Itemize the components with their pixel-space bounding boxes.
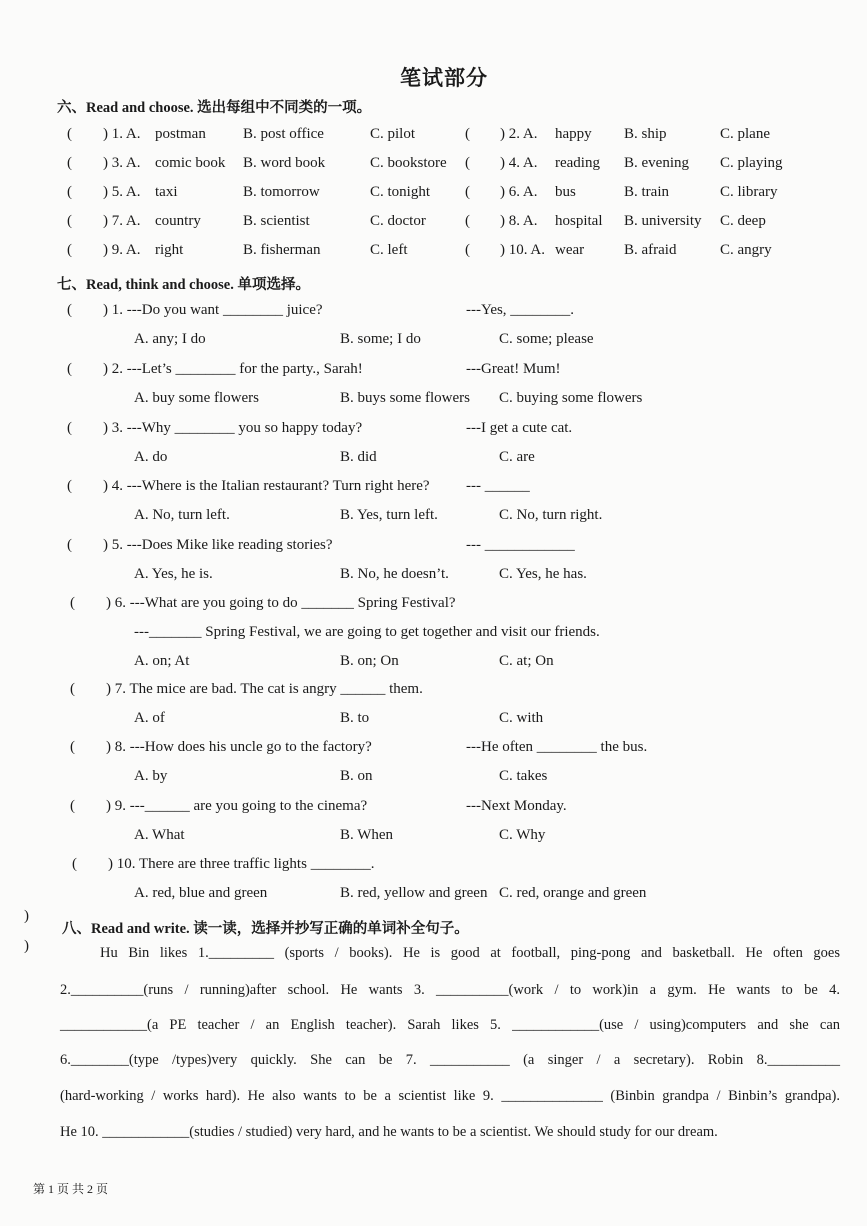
option-a: A. buy some flowers bbox=[134, 390, 259, 406]
option-c: C. takes bbox=[499, 768, 548, 784]
option-c: C. tonight bbox=[370, 184, 431, 200]
option-b: B. to bbox=[340, 710, 370, 726]
option-b: B. red, yellow and green bbox=[340, 885, 488, 901]
option-a: A. Yes, he is. bbox=[134, 566, 213, 582]
option-a: A. by bbox=[134, 768, 168, 784]
option-a: country bbox=[155, 213, 201, 229]
option-b: B. did bbox=[340, 449, 377, 465]
question-response: ---Yes, ________. bbox=[466, 302, 575, 318]
answer-bracket: ( bbox=[465, 155, 470, 171]
option-c: C. red, orange and green bbox=[499, 885, 647, 901]
question-stem: ) 8. ---How does his uncle go to the factory? bbox=[106, 739, 372, 755]
option-b: B. buys some flowers bbox=[340, 390, 470, 406]
answer-bracket: ( bbox=[70, 739, 75, 755]
option-a: A. do bbox=[134, 449, 168, 465]
option-b: B. train bbox=[624, 184, 669, 200]
option-b: B. fisherman bbox=[243, 242, 321, 258]
question-response: ---He often ________ the bus. bbox=[466, 739, 648, 755]
option-c: C. pilot bbox=[370, 126, 416, 142]
question-response: ---Next Monday. bbox=[466, 798, 567, 814]
option-b: B. some; I do bbox=[340, 331, 421, 347]
answer-bracket: ( bbox=[72, 856, 77, 872]
question-number: ) 7. A. bbox=[103, 213, 141, 229]
passage-line: 6.________(type /types)very quickly. She can be 7. ___________ (a singer / a secretary). Robin 8.__________ bbox=[60, 1052, 840, 1068]
question-stem: ) 1. ---Do you want ________ juice? bbox=[103, 302, 323, 318]
option-c: C. are bbox=[499, 449, 535, 465]
question-number: ) 2. A. bbox=[500, 126, 538, 142]
option-c: C. angry bbox=[720, 242, 772, 258]
question-number: ) 9. A. bbox=[103, 242, 141, 258]
passage-line: Hu Bin likes 1._________ (sports / books). He is good at football, ping-pong and basketball. He often goes bbox=[100, 945, 840, 961]
option-c: C. with bbox=[499, 710, 544, 726]
option-b: B. on; On bbox=[340, 653, 399, 669]
option-b: B. on bbox=[340, 768, 373, 784]
option-b: B. When bbox=[340, 827, 394, 843]
question-stem: ) 6. ---What are you going to do _______ Spring Festival? bbox=[106, 595, 456, 611]
question-number: ) 10. A. bbox=[500, 242, 545, 258]
option-c: C. deep bbox=[720, 213, 766, 229]
option-c: C. bookstore bbox=[370, 155, 447, 171]
option-a: hospital bbox=[555, 213, 603, 229]
answer-bracket: ( bbox=[465, 242, 470, 258]
option-a: reading bbox=[555, 155, 600, 171]
option-b: B. afraid bbox=[624, 242, 677, 258]
question-stem: ) 9. ---______ are you going to the cinema? bbox=[106, 798, 368, 814]
passage-line: 2.__________(runs / running)after school. He wants 3. __________(work / to work)in a gym. He wants to be 4. bbox=[60, 982, 840, 998]
option-a: postman bbox=[155, 126, 206, 142]
option-b: B. No, he doesn’t. bbox=[340, 566, 449, 582]
option-b: B. tomorrow bbox=[243, 184, 320, 200]
option-b: B. word book bbox=[243, 155, 326, 171]
answer-bracket: ( bbox=[70, 798, 75, 814]
answer-bracket: ( bbox=[67, 420, 72, 436]
option-b: B. scientist bbox=[243, 213, 310, 229]
option-c: C. doctor bbox=[370, 213, 426, 229]
question-number: ) 4. A. bbox=[500, 155, 538, 171]
answer-bracket: ( bbox=[70, 681, 75, 697]
option-c: C. playing bbox=[720, 155, 783, 171]
option-a: wear bbox=[555, 242, 585, 258]
option-c: C. No, turn right. bbox=[499, 507, 603, 523]
question-response: --- ______ bbox=[466, 478, 530, 494]
answer-bracket: ( bbox=[67, 302, 72, 318]
passage-line: (hard-working / works hard). He also wants to be a scientist like 9. ______________ (Binbin grandpa / Binbin’s grandpa). bbox=[60, 1088, 840, 1104]
answer-bracket: ( bbox=[70, 595, 75, 611]
question-number: ) 6. A. bbox=[500, 184, 538, 200]
option-a: A. What bbox=[134, 827, 185, 843]
passage-line: ____________(a PE teacher / an English teacher). Sarah likes 5. ____________(use / using)computers and she can bbox=[60, 1017, 840, 1033]
question-number: ) 8. A. bbox=[500, 213, 538, 229]
section-eight-heading: 八、Read and write. 读一读，选择并抄写正确的单词补全句子。 bbox=[62, 921, 469, 937]
answer-bracket: ( bbox=[67, 155, 72, 171]
option-b: B. ship bbox=[624, 126, 667, 142]
question-number: ) 5. A. bbox=[103, 184, 141, 200]
section-seven-heading: 七、Read, think and choose. 单项选择。 bbox=[57, 277, 310, 293]
section-six-heading: 六、Read and choose. 选出每组中不同类的一项。 bbox=[57, 100, 372, 116]
option-a: A. red, blue and green bbox=[134, 885, 268, 901]
answer-bracket: ( bbox=[465, 126, 470, 142]
answer-bracket: ( bbox=[67, 126, 72, 142]
margin-mark: ) bbox=[24, 908, 29, 924]
question-number: ) 1. A. bbox=[103, 126, 141, 142]
question-stem: ) 4. ---Where is the Italian restaurant? Turn right here? bbox=[103, 478, 430, 494]
option-b: B. evening bbox=[624, 155, 689, 171]
answer-bracket: ( bbox=[67, 361, 72, 377]
question-response: ---Great! Mum! bbox=[466, 361, 561, 377]
option-a: A. of bbox=[134, 710, 165, 726]
option-a: A. on; At bbox=[134, 653, 190, 669]
option-b: B. university bbox=[624, 213, 702, 229]
question-stem: ) 5. ---Does Mike like reading stories? bbox=[103, 537, 333, 553]
option-c: C. library bbox=[720, 184, 778, 200]
option-c: C. plane bbox=[720, 126, 770, 142]
option-c: C. at; On bbox=[499, 653, 554, 669]
answer-bracket: ( bbox=[67, 242, 72, 258]
option-a: A. No, turn left. bbox=[134, 507, 230, 523]
question-number: ) 3. A. bbox=[103, 155, 141, 171]
answer-bracket: ( bbox=[465, 213, 470, 229]
question-stem: ) 3. ---Why ________ you so happy today? bbox=[103, 420, 363, 436]
option-a: right bbox=[155, 242, 184, 258]
answer-bracket: ( bbox=[67, 478, 72, 494]
option-c: C. left bbox=[370, 242, 408, 258]
option-c: C. some; please bbox=[499, 331, 594, 347]
answer-bracket: ( bbox=[465, 184, 470, 200]
margin-mark: ) bbox=[24, 938, 29, 954]
option-b: B. Yes, turn left. bbox=[340, 507, 438, 523]
question-stem: ) 10. There are three traffic lights ________. bbox=[108, 856, 375, 872]
question-stem: ) 2. ---Let’s ________ for the party., Sarah! bbox=[103, 361, 363, 377]
question-response: --- ____________ bbox=[466, 537, 575, 553]
question-response: ---I get a cute cat. bbox=[466, 420, 573, 436]
option-a: bus bbox=[555, 184, 576, 200]
passage-line: He 10. ____________(studies / studied) very hard, and he wants to be a scientist. We should study for our dream. bbox=[60, 1124, 718, 1140]
option-a: taxi bbox=[155, 184, 178, 200]
option-c: C. Why bbox=[499, 827, 546, 843]
option-a: comic book bbox=[155, 155, 226, 171]
question-stem-continued: ---_______ Spring Festival, we are going to get together and visit our friends. bbox=[134, 624, 600, 640]
question-stem: ) 7. The mice are bad. The cat is angry ______ them. bbox=[106, 681, 423, 697]
option-b: B. post office bbox=[243, 126, 324, 142]
page-footer: 第 1 页 共 2 页 bbox=[33, 1182, 109, 1196]
answer-bracket: ( bbox=[67, 184, 72, 200]
answer-bracket: ( bbox=[67, 537, 72, 553]
page-title: 笔试部分 bbox=[400, 66, 488, 90]
option-c: C. Yes, he has. bbox=[499, 566, 587, 582]
answer-bracket: ( bbox=[67, 213, 72, 229]
option-a: happy bbox=[555, 126, 592, 142]
option-a: A. any; I do bbox=[134, 331, 206, 347]
option-c: C. buying some flowers bbox=[499, 390, 643, 406]
